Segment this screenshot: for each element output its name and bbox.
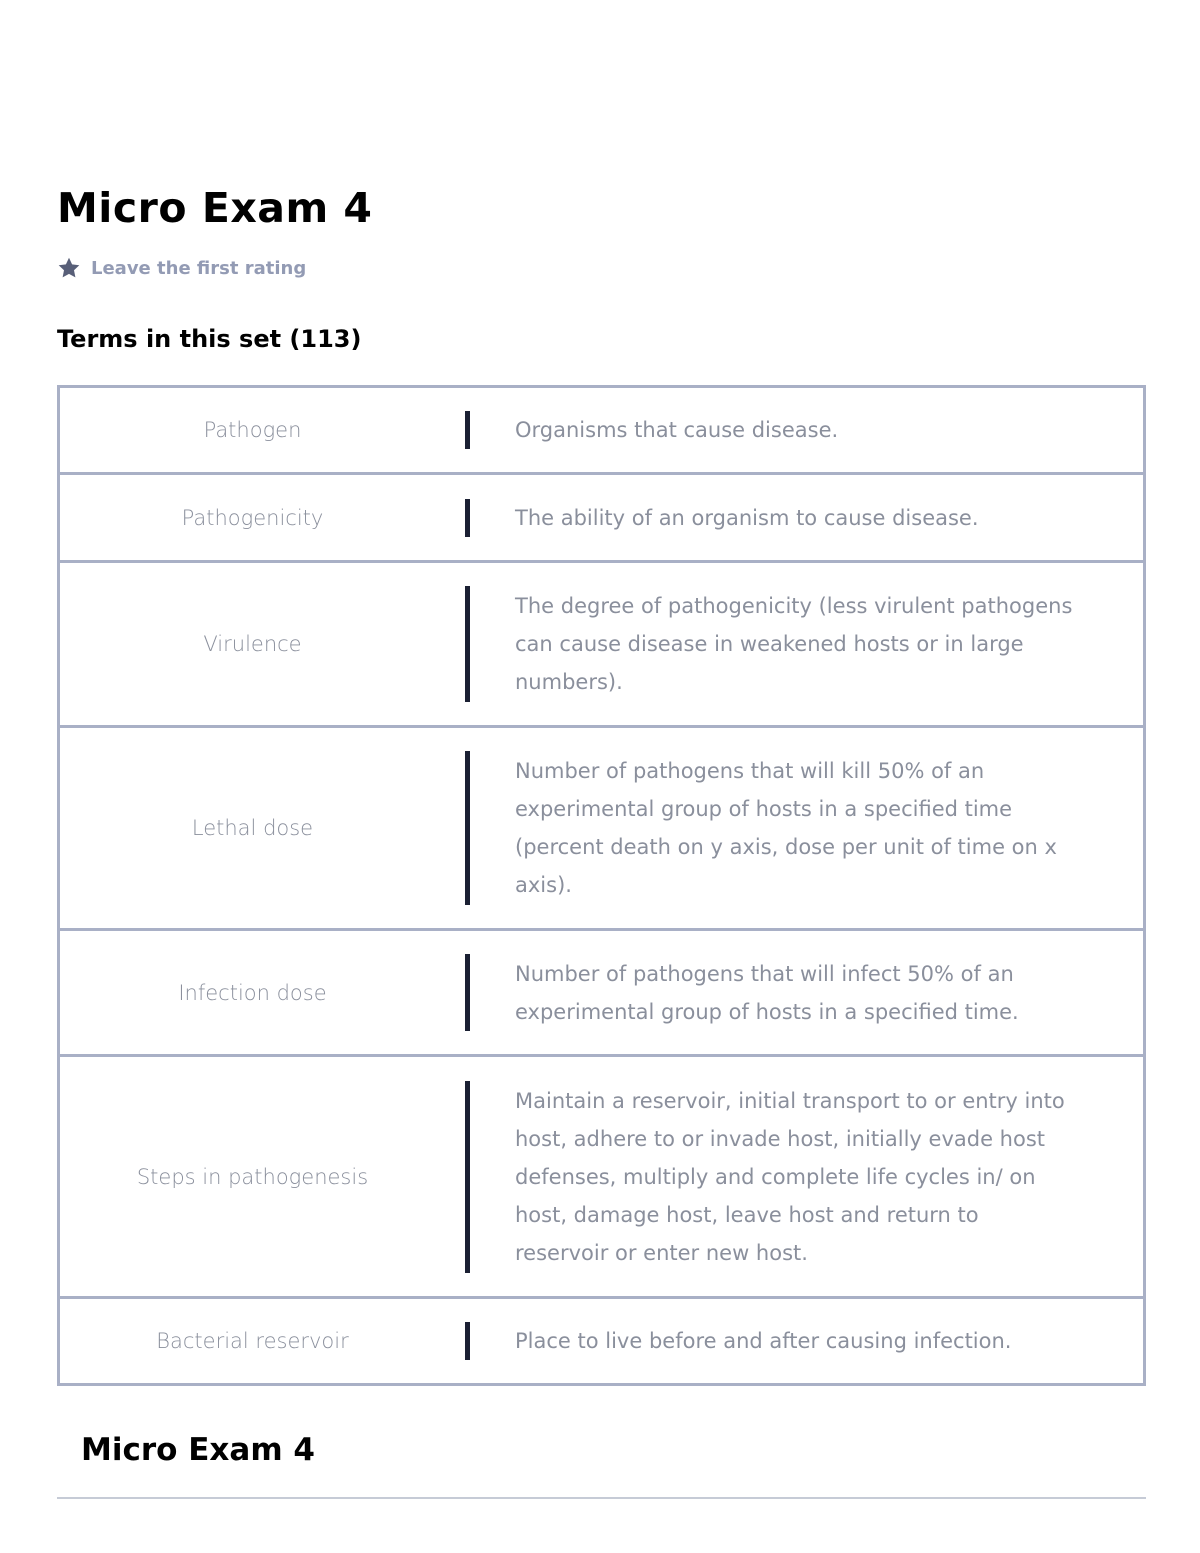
terms-heading: Terms in this set (113)	[57, 325, 362, 353]
flashcard-row[interactable]	[57, 1296, 1146, 1386]
card-term: Steps in pathogenesis	[136, 1164, 369, 1189]
flashcard-row[interactable]	[57, 928, 1146, 1057]
rating-link[interactable]	[57, 256, 306, 280]
card-definition: The ability of an organism to cause disease.	[515, 505, 979, 530]
card-term: Bacterial reservoir	[156, 1329, 349, 1353]
card-definition: Organisms that cause disease.	[515, 418, 839, 442]
card-definition: The degree of pathogenicity (less virulent pathogens can cause disease in weakened hosts or in large numbers).	[515, 594, 1073, 694]
card-definition: Place to live before and after causing infection.	[515, 1329, 1012, 1353]
card-term: Pathogenicity	[181, 505, 324, 530]
footer-divider	[57, 1497, 1146, 1499]
card-definition: Number of pathogens that will infect 50% of an experimental group of hosts in a specified time.	[515, 961, 1019, 1024]
card-term: Lethal dose	[191, 816, 314, 840]
card-term: Virulence	[203, 632, 302, 656]
card-definition: Number of pathogens that will kill 50% of an experimental group of hosts in a specified time (percent death on y axis, dose per unit of time on x axis).	[515, 759, 1057, 897]
flashcard-row[interactable]	[57, 1054, 1146, 1299]
star-icon	[57, 256, 81, 280]
rating-label: Leave the first rating	[91, 257, 307, 279]
card-term: Pathogen	[203, 418, 302, 442]
flashcard-row[interactable]	[57, 560, 1146, 728]
flashcard-row[interactable]	[57, 385, 1146, 475]
flashcard-list	[57, 385, 1146, 1386]
page-title: Micro Exam 4	[57, 184, 373, 232]
card-definition: Maintain a reservoir, initial transport to or entry into host, adhere to or invade host, initially evade host defenses, multiply and complete life cycles in/ on host, damage host, leave host and return to reservoir or enter new host.	[515, 1088, 1065, 1265]
footer-title: Micro Exam 4	[81, 1432, 315, 1468]
flashcard-row[interactable]	[57, 725, 1146, 931]
card-term: Infection dose	[178, 980, 327, 1005]
flashcard-row[interactable]	[57, 472, 1146, 563]
